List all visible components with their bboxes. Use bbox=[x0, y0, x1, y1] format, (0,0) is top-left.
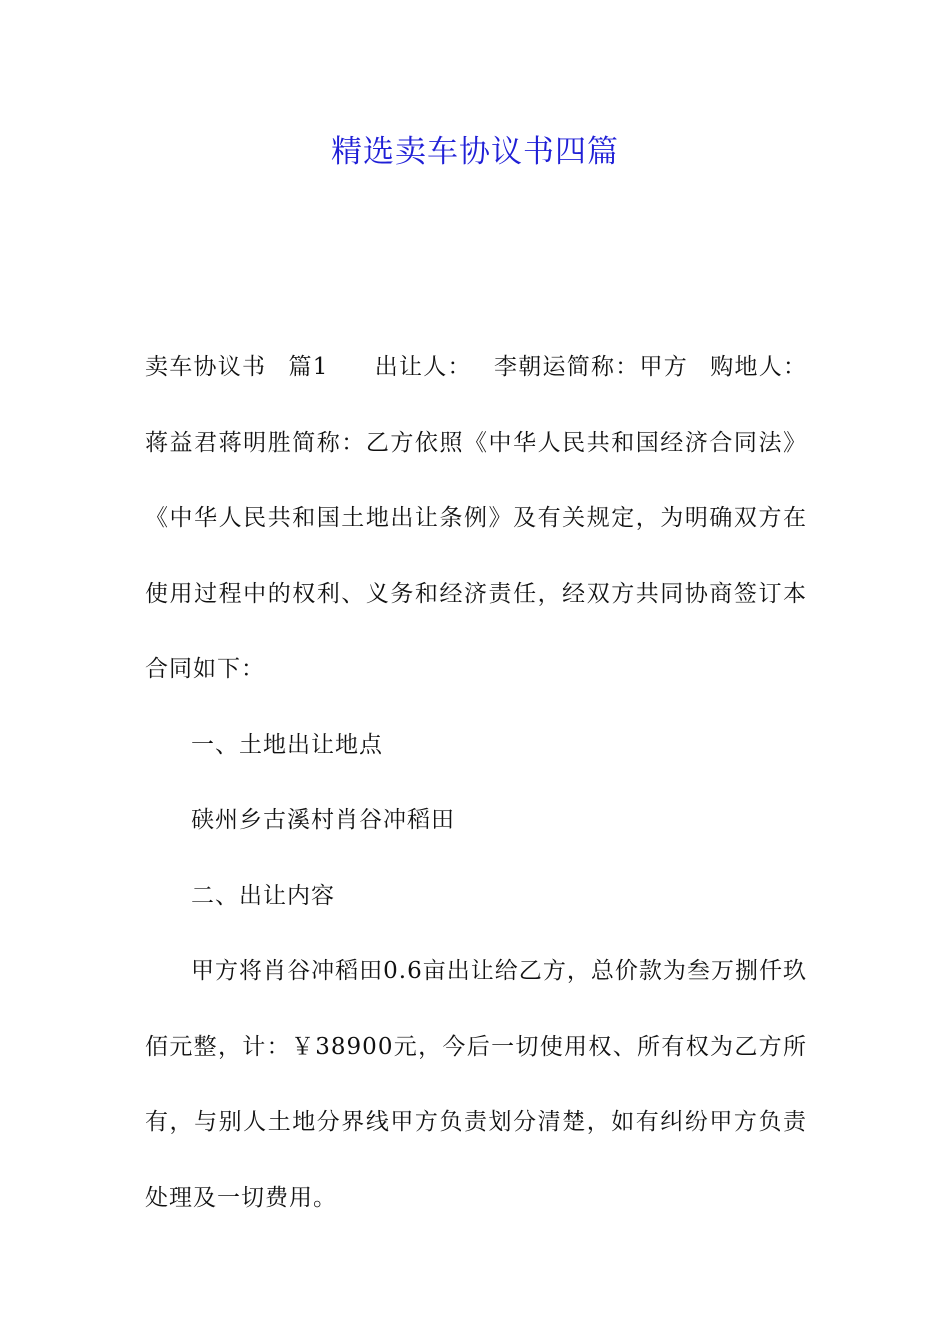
clause-2-heading: 二、出让内容 bbox=[191, 882, 335, 909]
intro-heading: 卖车协议书 bbox=[145, 354, 267, 380]
section-label: 篇1 bbox=[288, 354, 329, 380]
document-body bbox=[145, 330, 807, 1236]
clause-1-heading: 一、土地出让地点 bbox=[191, 731, 383, 758]
intro-paragraph bbox=[145, 330, 807, 708]
intro-continuation: 蒋益君蒋明胜简称：乙方依照《中华人民共和国经济合同法》《中华人民共和国土地出让条例》及有关规定，为明确双方在使用过程中的权利、义务和经济责任，经双方共同协商签订本合同如下： bbox=[145, 429, 807, 682]
clause-1-text: 硖州乡古溪村肖谷冲稻田 bbox=[191, 807, 455, 833]
clause-2-text: 甲方将肖谷冲稻田0.6亩出让给乙方，总价款为叁万捌仟玖佰元整，计：￥38900元，今后一切使用权、所有权为乙方所有，与别人土地分界线甲方负责划分清楚，如有纠纷甲方负责处理及一切费用。 bbox=[145, 958, 807, 1211]
transferor-label: 出让人： bbox=[374, 354, 472, 380]
transferor-value: 李朝运简称：甲方 bbox=[493, 354, 689, 380]
document-title: 精选卖车协议书四篇 bbox=[331, 134, 619, 170]
buyer-label: 购地人： bbox=[710, 354, 808, 380]
